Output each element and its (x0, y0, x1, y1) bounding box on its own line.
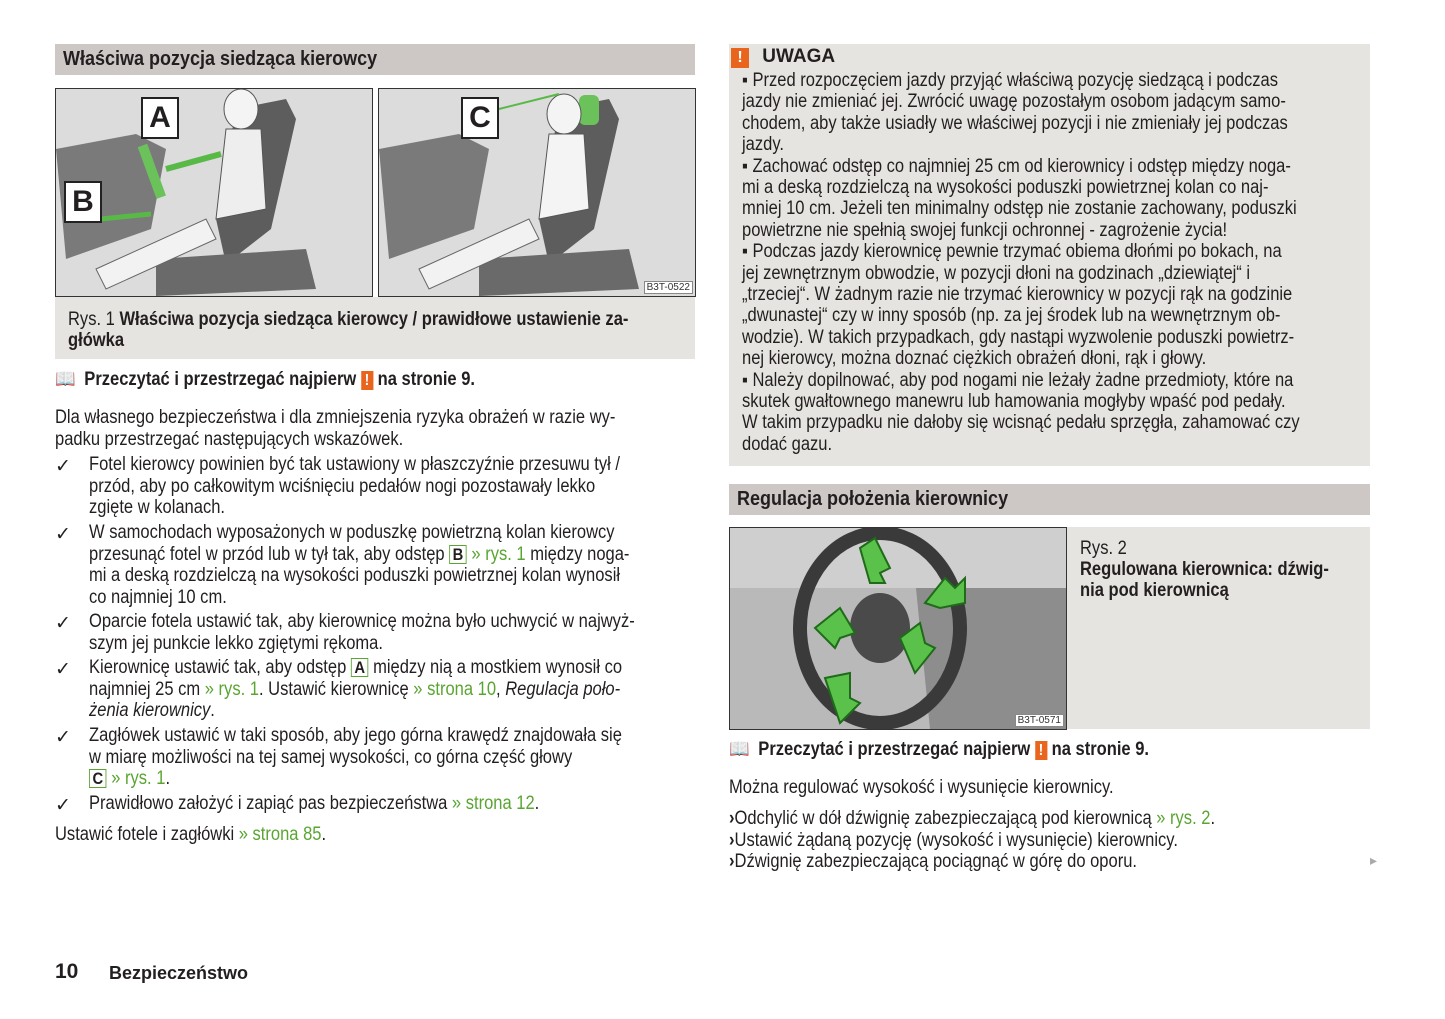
figure-code: B3T-0571 (1015, 714, 1064, 727)
text-segment: . (534, 793, 540, 814)
checklist-item-line (89, 587, 227, 608)
checklist-item-line (89, 497, 225, 518)
page-reference-link[interactable]: na stronie 9. (377, 369, 475, 390)
text-segment: Zagłówek ustawić w taki sposób, aby jego górna krawędź znajdowała się (89, 725, 622, 746)
steering-illustration (730, 528, 1066, 729)
page-reference-link[interactable]: na stronie 9. (1051, 739, 1149, 760)
warning-text-line (742, 327, 1294, 348)
warning-icon: ! (731, 48, 749, 68)
text-segment: między noga- (525, 543, 630, 565)
text-segment: Regulacja poło- (505, 678, 621, 700)
checklist-item-line (89, 544, 629, 565)
text-segment: żenia kierownicy (89, 700, 211, 721)
headrest-illustration (379, 89, 695, 296)
text-segment: . (165, 768, 171, 789)
checkmark-icon: ✓ (55, 456, 71, 477)
checklist-item-line (89, 633, 383, 654)
text-segment: Oparcie fotela ustawić tak, aby kierownicę można było uchwycić w najwyż- (89, 611, 635, 632)
text-segment: › (729, 851, 735, 872)
cross-reference-link[interactable]: » strona 85 (238, 824, 322, 845)
text-segment: „dwunastej“ czy w inny sposób (np. za jej środek lub na wewnętrznym ob- (742, 305, 1281, 327)
text-segment: nej kierowcy, można doznać ciężkich obrażeń dłoni, rąk i głowy. (742, 348, 1207, 370)
warning-text-line (742, 305, 1280, 326)
label-b: B (64, 181, 102, 223)
checklist-item-line (89, 747, 572, 768)
text-segment: w miarę możliwości na tej samej wysokości, co górna część głowy (89, 746, 573, 768)
text-segment: padku przestrzegać następujących wskazówek. (55, 428, 404, 450)
text-segment: jazdy. (742, 134, 784, 156)
book-icon: 📖 (729, 739, 750, 760)
cross-reference-link[interactable]: » rys. 1 (106, 768, 166, 789)
text-segment: › (729, 808, 735, 829)
checklist-item-line (89, 768, 170, 789)
warning-text-line (742, 156, 1291, 177)
text-segment: Prawidłowo założyć i zapiąć pas bezpieczeństwa (89, 793, 452, 814)
text-segment: mniej 10 cm. Jeżeli ten minimalny odstęp nie zostanie zachowany, poduszki (742, 198, 1297, 220)
instruction-step (729, 808, 1215, 829)
warning-text-line (742, 370, 1293, 391)
text-segment: Rys. 2 (1080, 538, 1127, 559)
warning-text-line (742, 284, 1292, 305)
warning-text-line (742, 241, 1282, 262)
text-segment: co najmniej 10 cm. (89, 586, 227, 608)
warning-text-line (742, 113, 1288, 134)
text-segment: jej zewnętrznym obwodzie, w pozycji dłoni na godzinach „dziewiątej“ i (742, 262, 1251, 284)
warning-text-line (742, 434, 832, 455)
text-segment: , (496, 678, 506, 700)
label-c: C (461, 97, 499, 139)
section-name: Bezpieczeństwo (109, 963, 249, 983)
text-segment: główka (68, 330, 125, 351)
figure-caption-line (68, 330, 124, 351)
label-reference-box: C (89, 769, 107, 788)
label-reference-box: B (449, 545, 467, 564)
text-segment: nia pod kierownicą (1080, 580, 1229, 601)
text-segment: ▪ Zachować odstęp co najmniej 25 cm od kierownicy i odstęp między noga- (742, 155, 1291, 177)
warning-text-line (742, 391, 1286, 412)
checklist-item-line (89, 611, 635, 632)
warning-text-line (742, 412, 1300, 433)
body-text-line (55, 407, 615, 428)
instruction-step (729, 830, 1178, 851)
text-segment: szym jej punkcie lekko zgiętymi rękoma. (89, 632, 383, 654)
section-header-steering: Regulacja położenia kierownicy (729, 484, 1370, 515)
figure-code: B3T-0522 (644, 281, 693, 294)
text-segment: wodzie). W takich przypadkach, gdy nastąpi wyzwolenie poduszki powietrz- (742, 326, 1295, 348)
checkmark-icon: ✓ (55, 727, 71, 748)
text-segment: zgięte w kolanach. (89, 497, 226, 518)
note-text: Przeczytać i przestrzegać najpierw (758, 739, 1031, 760)
text-segment: Kierownicę ustawić tak, aby odstęp (89, 657, 351, 678)
warning-icon[interactable]: ! (1035, 741, 1047, 760)
checkmark-icon: ✓ (55, 613, 71, 634)
text-segment: mi a deską rozdzielczą na wysokości poduszki powietrznej kolan co naj- (742, 177, 1269, 198)
cross-reference-link[interactable]: » rys. 1 (204, 678, 259, 700)
body-text-line (55, 429, 403, 450)
read-first-note (55, 369, 475, 390)
text-segment: › (729, 829, 735, 851)
figure-seating-position-c (378, 88, 696, 297)
text-segment: Rys. 1 (68, 309, 120, 330)
label-a: A (141, 97, 179, 139)
text-segment: Fotel kierowcy powinien być tak ustawiony w płaszczyźnie przesuwu tył / (89, 454, 621, 475)
warning-text-line (742, 348, 1206, 369)
warning-text-line (742, 198, 1297, 219)
text-segment: W takim przypadku nie dałoby się wcisnąć pedału sprzęgła, zahamować czy (742, 412, 1300, 434)
figure-caption-line (68, 309, 628, 330)
checkmark-icon: ✓ (55, 524, 71, 545)
text-segment: ▪ Należy dopilnować, aby pod nogami nie leżały żadne przedmioty, które na (742, 369, 1294, 391)
text-segment: najmniej 25 cm (89, 678, 205, 700)
seat-illustration (56, 89, 372, 296)
instruction-step (729, 851, 1137, 872)
body-text-line (729, 777, 1114, 798)
warning-text-line (742, 70, 1278, 91)
label-reference-box: A (351, 658, 369, 677)
cross-reference-link[interactable]: » rys. 1 (466, 543, 526, 565)
checklist-item-line (89, 454, 620, 475)
figure-caption-line (1080, 538, 1127, 559)
checkmark-icon: ✓ (55, 659, 71, 680)
text-segment: mi a deską rozdzielczą na wysokości poduszki powietrznej kolan wynosił (89, 565, 621, 586)
figure-caption-line (1080, 559, 1329, 580)
text-segment: chodem, aby także usiadły we właściwej pozycji i nie zmieniały jej podczas (742, 112, 1288, 134)
text-segment: jazdy nie zmieniać jej. Zwrócić uwagę pozostałym osobom jadącym samo- (742, 91, 1286, 113)
text-segment: . (1210, 808, 1216, 829)
checklist-item-line (89, 679, 620, 700)
text-segment: ▪ Podczas jazdy kierownicę pewnie trzymać obiema dłońmi po bokach, na (742, 241, 1282, 263)
checklist-item-line (89, 522, 615, 543)
cross-reference-link[interactable]: » strona 12 (451, 793, 535, 814)
figure-steering-wheel (729, 527, 1067, 730)
text-segment: przesunąć fotel w przód lub w tył tak, aby odstęp (89, 543, 450, 565)
cross-reference-link[interactable]: » rys. 2 (1156, 808, 1211, 829)
continue-arrow-icon: ▸ (1370, 852, 1378, 868)
text-segment: Ustawić fotele i zagłówki (55, 824, 239, 845)
checklist-item-line (89, 657, 622, 678)
checkmark-icon: ✓ (55, 795, 71, 816)
text-segment: . (210, 700, 215, 721)
text-segment: skutek gwałtownego manewru lub hamowania mogłyby wpaść pod pedały. (742, 391, 1286, 412)
warning-text-line (742, 220, 1227, 241)
checklist-item-line (89, 725, 622, 746)
warning-icon[interactable]: ! (361, 371, 373, 390)
text-segment: przód, aby po całkowitym wciśnięciu pedałów nogi pozostawały lekko (89, 475, 596, 497)
text-segment: między nią a mostkiem wynosił co (368, 657, 623, 678)
checklist-item-line (89, 793, 539, 814)
text-segment: Regulowana kierownica: dźwig- (1080, 559, 1329, 580)
cross-reference-link[interactable]: » strona 10 (413, 678, 497, 700)
body-text-line (55, 824, 326, 845)
text-segment: powietrzne nie spełnią swojej funkcji ochronnej - zagrożenie życia! (742, 219, 1228, 241)
text-segment: Dla własnego bezpieczeństwa i dla zmniejszenia ryzyka obrażeń w razie wy- (55, 407, 616, 428)
note-text: Przeczytać i przestrzegać najpierw (84, 369, 357, 390)
text-segment: „trzeciej“. W żadnym razie nie trzymać kierownicy w pozycji rąk na godzinie (742, 284, 1293, 305)
text-segment: ▪ Przed rozpoczęciem jazdy przyjąć właściwą pozycję siedzącą i podczas (742, 70, 1278, 91)
book-icon: 📖 (55, 369, 76, 390)
figure-caption-line (1080, 580, 1229, 601)
warning-title: ! UWAGA (731, 46, 835, 68)
checklist-item-line (89, 476, 595, 497)
text-segment: Właściwa pozycja siedząca kierowcy / prawidłowe ustawienie za- (119, 309, 629, 330)
text-segment: dodać gazu. (742, 433, 833, 455)
checklist-item-line (89, 565, 620, 586)
warning-text-line (742, 91, 1286, 112)
page-number: 10 (55, 960, 79, 983)
text-segment: . (321, 824, 327, 845)
text-segment: W samochodach wyposażonych w poduszkę powietrzną kolan kierowcy (89, 522, 615, 543)
warning-text-line (742, 263, 1250, 284)
text-segment: . Ustawić kierownicę (258, 678, 414, 700)
section-header-seating: Właściwa pozycja siedząca kierowcy (55, 44, 695, 75)
checklist-item-line (89, 700, 215, 721)
text-segment: Odchylić w dół dźwignię zabezpieczającą pod kierownicą (734, 808, 1157, 829)
warning-text-line (742, 134, 784, 155)
figure-seating-position-a-b (55, 88, 373, 297)
text-segment: Dźwignię zabezpieczającą pociągnąć w górę do oporu. (734, 851, 1137, 872)
text-segment: Ustawić żądaną pozycję (wysokość i wysunięcie) kierownicy. (734, 829, 1178, 851)
warning-text-line (742, 177, 1268, 198)
read-first-note (729, 739, 1149, 760)
text-segment: Można regulować wysokość i wysunięcie kierownicy. (729, 777, 1114, 798)
